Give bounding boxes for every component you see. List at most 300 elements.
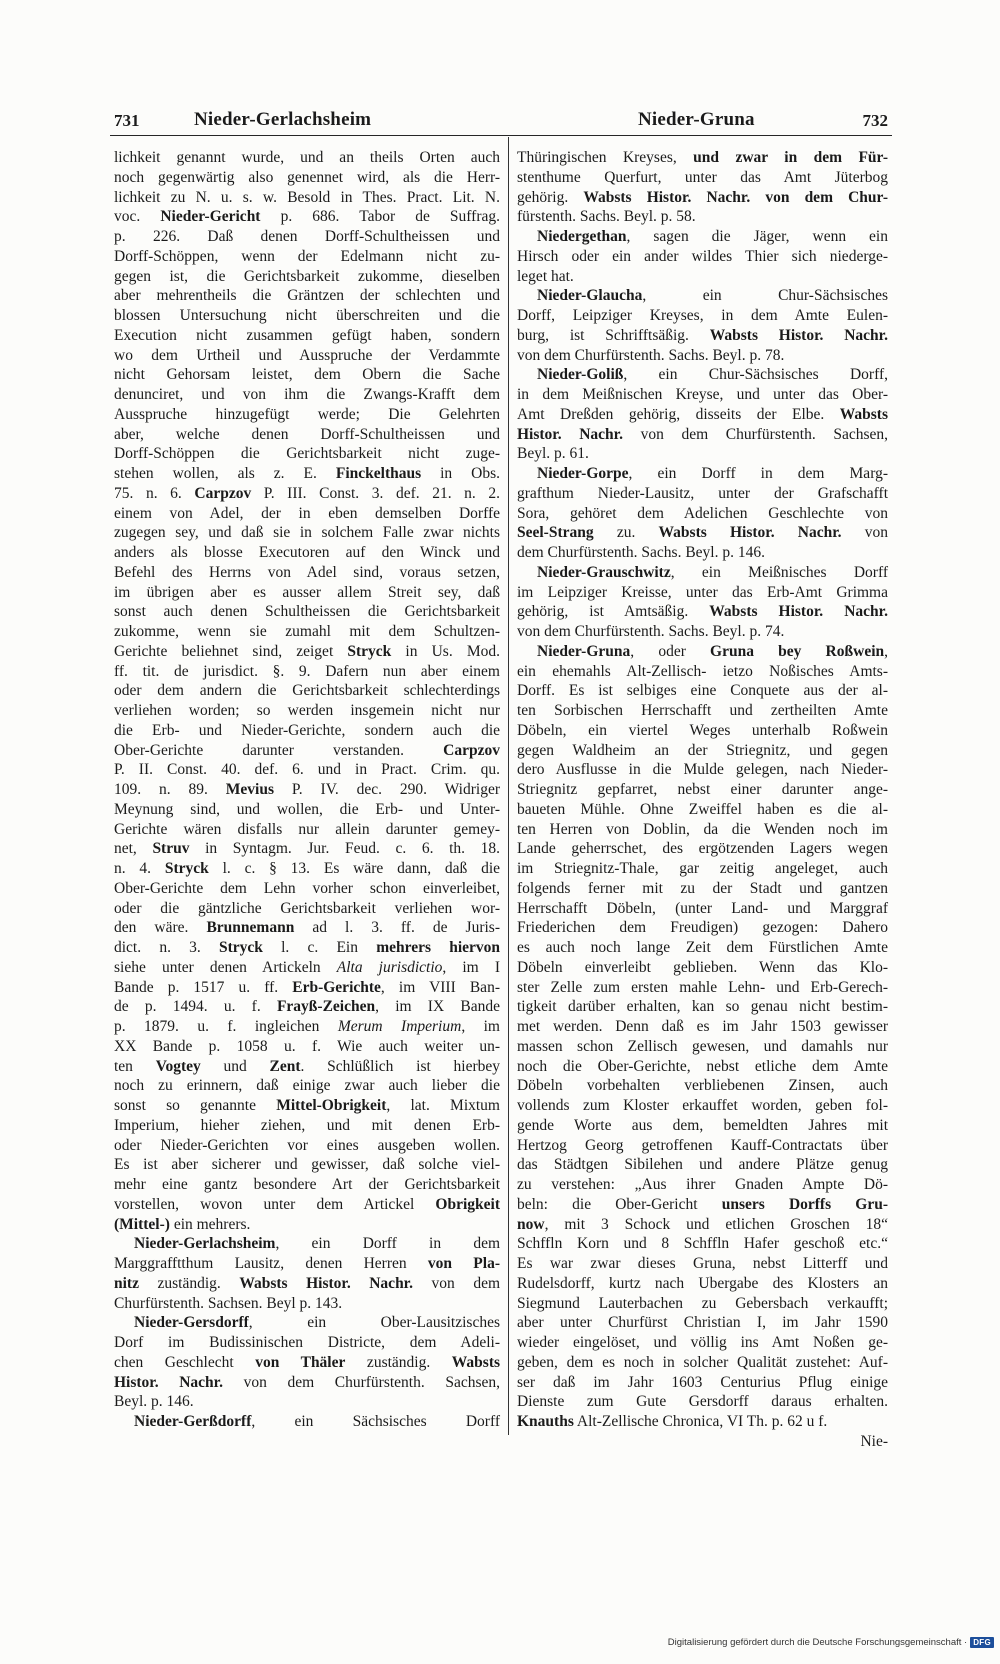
- text-run: ff. tit. de jurisdict. §. 9. Dafern nun aber einem: [114, 662, 500, 680]
- text-run: lichkeit zu N. u. s. w. Besold in Thes. Pract. Lit. N.: [114, 188, 500, 206]
- right-column-lines: [517, 148, 888, 1432]
- text-run: ,: [884, 642, 888, 660]
- emphasized-term: Struv: [152, 840, 190, 858]
- text-line: [517, 504, 888, 524]
- text-line: [517, 523, 888, 543]
- text-run: Amt Dreßden gehörig, disseits der Elbe.: [517, 405, 840, 423]
- text-run: mehr eine gantz besondere Art der Gerichtsbarkeit: [114, 1176, 500, 1193]
- emphasized-term: Wabsts: [451, 1353, 501, 1371]
- text-run: P. III. Const. 3. def. 21. n. 2.: [251, 484, 501, 502]
- text-line: [517, 1373, 888, 1393]
- text-run: verliehen worden; so werden insgemein nicht nur: [114, 702, 500, 719]
- text-run: das Städtgen Sibilehen und andere Plätze genug: [517, 1156, 888, 1174]
- text-line: [114, 1096, 500, 1116]
- text-line: [114, 1057, 500, 1077]
- text-run: Alt-Zellische Chronica, VI Th. p. 62 u f.: [573, 1413, 828, 1430]
- emphasized-term: Vogtey: [155, 1057, 201, 1075]
- text-line: [114, 267, 500, 287]
- emphasized-term: Wabsts Histor. Nachr.: [709, 326, 889, 344]
- text-run: p. 686. Tabor de Suffrag.: [260, 208, 500, 226]
- entry-headword: Nieder-Gorpe: [537, 465, 629, 482]
- right-page-number: 732: [862, 111, 888, 130]
- text-run: ein mehrers.: [169, 1215, 251, 1233]
- entry-first-line: [517, 227, 888, 247]
- text-run: , ein Ober-Lausitzisches: [248, 1314, 500, 1332]
- text-run: Siegmund Lauterbachen zu Gebersbach verkaufft;: [517, 1294, 888, 1312]
- text-run: Herrschafft Döbeln, (unter Land- und Marggraf: [517, 899, 888, 917]
- text-line: [114, 938, 500, 958]
- emphasized-term: Stryck: [218, 939, 263, 956]
- text-run: baueten Mühle. Ohne Zweiffel haben es die al-: [517, 800, 888, 818]
- text-line: [114, 1017, 500, 1037]
- text-line: [517, 583, 888, 603]
- text-run: stenthume Querfurt, unter das Amt Jüterbog: [517, 168, 888, 186]
- text-run: Meynung sind, und wollen, die Erb- und Unter-: [114, 800, 500, 818]
- text-run: von dem Churfürstenth. Sachs. Beyl. p. 74.: [517, 623, 785, 640]
- footer-text: Digitalisierung gefördert durch die Deutsche Forschungsgemeinschaft ·: [667, 1637, 968, 1648]
- text-run: net,: [114, 840, 153, 858]
- text-run: Dorf im Budissinischen Districte, dem Adeli-: [114, 1334, 500, 1351]
- text-run: Hertzog Georg getroffenen Kauff-Contractats über: [517, 1136, 888, 1154]
- text-line: [517, 1037, 888, 1057]
- text-run: Gerichte beliehnet sind, zeiget: [114, 642, 348, 660]
- text-run: wieder eingelöset, und völlig ins Amt Noßen ge-: [517, 1334, 888, 1351]
- text-line: [114, 286, 500, 306]
- text-line: [517, 721, 888, 741]
- text-run: gehörig.: [517, 188, 584, 206]
- text-line: [517, 1412, 888, 1432]
- text-run: ten Sorbischen Herrschafft und zertheilten Amte: [517, 702, 888, 719]
- text-line: [517, 1136, 888, 1156]
- text-line: [517, 899, 888, 919]
- emphasized-term: (Mittel-): [114, 1215, 170, 1233]
- text-run: P. IV. dec. 290. Widriger: [274, 781, 500, 798]
- text-line: [114, 1076, 500, 1096]
- emphasized-term: Mittel-Obrigkeit: [276, 1097, 387, 1114]
- text-line: [114, 464, 500, 484]
- text-run: von dem: [413, 1274, 501, 1292]
- text-line: [517, 958, 888, 978]
- text-line: [114, 879, 500, 899]
- text-run: beln: die Ober-Gericht: [517, 1195, 722, 1213]
- text-run: ster Zelle zum ersten mahle Lehn- und Erb-Gerech-: [517, 978, 888, 996]
- text-line: [114, 484, 500, 504]
- text-run: in dem Meißnischen Kreyse, und unter das Ober-: [517, 386, 888, 403]
- text-run: im Striegnitz-Thale, gar zeitig angeleget, auch: [517, 860, 888, 877]
- text-line: [517, 1254, 888, 1274]
- text-line: [114, 681, 500, 701]
- text-line: [114, 820, 500, 840]
- text-run: zu.: [593, 524, 659, 542]
- text-line: [517, 800, 888, 820]
- right-running-head: Nieder-Gruna: [638, 109, 755, 130]
- latin-term: Merum Imperium: [337, 1018, 462, 1035]
- text-line: [517, 879, 888, 899]
- catchword: Nie-: [860, 1432, 888, 1450]
- text-run: Dorff-Schöppen, wenn der Edelmann nicht zu-: [114, 247, 500, 265]
- left-column-lines: [114, 148, 500, 1432]
- text-line: [517, 1294, 888, 1314]
- entry-headword: Nieder-Gerßdorff: [134, 1413, 252, 1430]
- text-line: [114, 1155, 500, 1175]
- column-divider: [508, 137, 509, 1435]
- text-line: [114, 918, 500, 938]
- text-run: Friederichen dem Freudigen) gezogen: Dahero: [517, 919, 888, 937]
- text-run: aber mehrentheils die Gräntzen der schlechten und: [114, 287, 500, 305]
- text-run: , mit 3 Schock und etlichen Groschen 18“: [544, 1215, 888, 1233]
- text-line: [517, 1234, 888, 1254]
- text-run: noch gegenwärtig also genennet wird, als die Herr-: [114, 168, 500, 186]
- text-run: oder Nieder-Gerichten vor eines ausgeben wollen.: [114, 1136, 500, 1154]
- text-run: im übrigen aber es ausser allem Streit sey, daß: [114, 583, 500, 601]
- text-run: Es ist aber sicherer und gewisser, daß solche viel-: [114, 1156, 500, 1174]
- text-line: [517, 820, 888, 840]
- emphasized-term: nitz: [114, 1274, 139, 1292]
- text-line: [517, 1076, 888, 1096]
- emphasized-term: Carpzov: [443, 741, 500, 759]
- text-run: Marggrafftthum Lausitz, denen Herren: [114, 1255, 428, 1272]
- text-line: [517, 1333, 888, 1353]
- text-run: aber, welche denen Dorff-Schultheissen und: [114, 425, 500, 443]
- text-run: , ein Dorff in dem Marg-: [628, 465, 888, 482]
- text-run: Bande p. 1517 u. ff.: [114, 978, 293, 996]
- text-line: [517, 484, 888, 504]
- text-run: zugegen sey, und daß sie in solchem Falle zwar nichts: [114, 524, 500, 542]
- text-run: , im IX Bande: [375, 998, 500, 1016]
- text-line: [114, 1333, 500, 1353]
- text-line: [114, 444, 500, 464]
- entry-headword: Nieder-Gersdorff: [134, 1314, 249, 1332]
- emphasized-term: mehrers hiervon: [376, 939, 500, 956]
- left-column: [114, 148, 500, 1432]
- text-run: Ausspruche hinzugefügt werde; Die Gelehrten: [114, 405, 500, 423]
- text-run: , ein Chur-Sächsisches: [642, 287, 888, 305]
- text-run: dem Churfürstenth. Sachs. Beyl. p. 146.: [517, 544, 765, 561]
- text-run: Striegnitz gepfarret, nebst einer darunter ange-: [517, 781, 888, 798]
- emphasized-term: von Pla-: [427, 1255, 500, 1272]
- text-line: [114, 642, 500, 662]
- text-line: [517, 1017, 888, 1037]
- emphasized-term: Obrigkeit: [435, 1195, 500, 1213]
- text-line: [114, 188, 500, 208]
- text-line: [517, 346, 888, 366]
- entry-headword: Nieder-Gerlachsheim: [134, 1235, 276, 1253]
- text-line: [517, 405, 888, 425]
- emphasized-term: Frayß-Zeichen: [276, 998, 376, 1016]
- text-line: [517, 662, 888, 682]
- text-line: [517, 859, 888, 879]
- text-line: [114, 1215, 500, 1235]
- text-run: noch die Ober-Gerichte, nebst etliche dem Amte: [517, 1057, 888, 1075]
- emphasized-term: Wabsts Histor. Nachr.: [658, 524, 842, 542]
- text-line: [517, 425, 888, 445]
- text-run: Schffln Korn und 8 Schffln Hafer geschoß etc.“: [517, 1235, 888, 1253]
- text-line: [114, 346, 500, 366]
- text-line: [517, 839, 888, 859]
- text-line: [114, 859, 500, 879]
- text-line: [114, 721, 500, 741]
- text-line: [517, 188, 888, 208]
- text-run: in Obs.: [421, 465, 500, 482]
- entry-first-line: [114, 1412, 500, 1432]
- text-line: [114, 1373, 500, 1393]
- text-line: [114, 602, 500, 622]
- text-line: [517, 780, 888, 800]
- entry-headword: Nieder-Gruna: [537, 642, 631, 660]
- text-run: voc.: [114, 208, 161, 226]
- text-run: , ein Sächsisches Dorff: [251, 1413, 500, 1430]
- emphasized-term: Histor. Nachr.: [114, 1373, 224, 1391]
- text-line: [517, 148, 888, 168]
- text-run: zu verstehen: „Aus ihrer Gnaden Ampte Dö-: [517, 1176, 888, 1193]
- text-line: [114, 326, 500, 346]
- text-line: [114, 563, 500, 583]
- text-line: [114, 425, 500, 445]
- text-line: [114, 543, 500, 563]
- text-run: im Leipziger Kreisse, unter das Erb-Amt Grimma: [517, 583, 888, 601]
- text-line: [114, 1274, 500, 1294]
- text-run: noch zu erinnern, daß einige zwar auch lieber die: [114, 1077, 500, 1095]
- text-run: Beyl. p. 61.: [517, 445, 589, 463]
- dfg-logo-icon: DFG: [970, 1637, 994, 1648]
- text-line: [517, 385, 888, 405]
- text-line: [517, 1392, 888, 1412]
- text-line: [517, 267, 888, 287]
- text-run: dict. n. 3.: [114, 939, 219, 956]
- text-run: von dem Churfürstenth. Sachsen,: [223, 1373, 500, 1391]
- left-running-head: Nieder-Gerlachsheim: [194, 109, 372, 130]
- entry-first-line: [517, 365, 888, 385]
- text-run: sonst so genannte: [114, 1097, 277, 1114]
- text-run: zuständig.: [138, 1274, 240, 1292]
- text-run: p. 1879. u. f. ingleichen: [114, 1018, 338, 1035]
- text-run: von: [841, 524, 888, 542]
- text-run: Döbeln einverleibt geblieben. Wenn das Klo-: [517, 958, 888, 976]
- text-run: Beyl. p. 146.: [114, 1393, 194, 1411]
- text-run: massen schon Zellisch gewesen, und damahls nur: [517, 1037, 888, 1055]
- text-run: Churfürstenth. Sachsen. Beyl p. 143.: [114, 1294, 343, 1312]
- text-run: einem von Adel, der in eben demselben Dorffe: [114, 504, 500, 522]
- text-line: [517, 543, 888, 563]
- text-line: [517, 444, 888, 464]
- entry-headword: Nieder-Glaucha: [537, 287, 643, 305]
- text-run: Döbeln, ein viertel Weges unterhalb Roßwein: [517, 721, 888, 739]
- text-run: ten Herren von Doblin, da die Wenden noch im: [517, 820, 888, 838]
- text-line: [517, 602, 888, 622]
- emphasized-term: Erb-Gerichte: [292, 978, 381, 996]
- text-run: tigkeit darüber erhalten, kan so genau nicht bestim-: [517, 998, 888, 1016]
- text-run: , ein Meißnisches Dorff: [670, 563, 888, 581]
- text-run: Imperium, hieher ziehen, und mit denen Erb-: [114, 1116, 500, 1134]
- text-run: ad l. 3. ff. de Juris-: [294, 919, 500, 937]
- text-run: p. 226. Daß denen Dorff-Schultheissen und: [114, 228, 500, 245]
- entry-first-line: [114, 1313, 500, 1333]
- text-run: denunciret, und von ihm die Zwangs-Krafft dem: [114, 386, 500, 403]
- text-run: Gerichte wären disfalls nur allein darunter gemey-: [114, 820, 500, 838]
- text-run: gegen ist, die Gerichtsbarkeit zukomme, dieselben: [114, 267, 500, 285]
- digitization-footer: [668, 1637, 994, 1648]
- text-run: siehe unter denen Artickeln: [114, 958, 337, 976]
- emphasized-term: now: [517, 1215, 545, 1233]
- text-run: in Us. Mod.: [391, 642, 500, 660]
- text-run: blossen Untersuchung nicht überschreiten und die: [114, 307, 500, 324]
- latin-term: Alta jurisdictio: [336, 958, 443, 976]
- text-run: in Syntagm. Jur. Feud. c. 6. th. 18.: [189, 840, 500, 858]
- text-run: anders als blosse Executoren auf den Winck und: [114, 544, 500, 561]
- text-line: [114, 1136, 500, 1156]
- text-run: Dorff, Leipziger Kreyses, in dem Amte Eulen-: [517, 307, 888, 324]
- emphasized-term: Seel-Strang: [517, 524, 594, 542]
- text-run: wo dem Urtheil und Ausspruche der Verdammte: [114, 346, 500, 364]
- text-line: [114, 523, 500, 543]
- text-run: dero Ausflusse in die Mulde gelegen, nach Nieder-: [517, 761, 888, 779]
- text-run: Dorff. Es ist selbiges eine Conquete aus der al-: [517, 682, 888, 700]
- text-run: Rudelsdorff, kurtz nach Ubergabe des Klosters an: [517, 1274, 888, 1292]
- text-run: XX Bande p. 1058 u. f. Wie auch weiter un-: [114, 1037, 500, 1055]
- text-run: chen Geschlecht: [114, 1353, 256, 1371]
- text-run: ten: [114, 1057, 156, 1075]
- text-line: [517, 1215, 888, 1235]
- text-line: [517, 306, 888, 326]
- text-run: Ober-Gerichte dem Lehn vorher schon einverleibet,: [114, 879, 500, 897]
- text-run: Dienste zum Gute Gersdorff daraus erhalten.: [517, 1393, 888, 1411]
- text-line: [517, 918, 888, 938]
- text-line: [517, 207, 888, 227]
- text-line: [114, 1254, 500, 1274]
- emphasized-term: Finckelthaus: [335, 465, 422, 482]
- entry-headword: Nieder-Goliß: [537, 366, 624, 384]
- text-run: l. c. Ein: [262, 939, 377, 956]
- text-run: aber unter Churfürst Christian I, im Jahr 1590: [517, 1314, 888, 1332]
- emphasized-term: Wabsts Histor. Nachr.: [239, 1274, 414, 1292]
- text-run: grafthum Nieder-Lausitz, unter der Grafschafft: [517, 484, 888, 502]
- text-line: [517, 701, 888, 721]
- text-line: [517, 1353, 888, 1373]
- text-line: [114, 306, 500, 326]
- text-line: [114, 365, 500, 385]
- text-line: [114, 662, 500, 682]
- text-run: sonst auch denen Schultheissen die Gerichtsbarkeit: [114, 603, 500, 621]
- text-line: [517, 1274, 888, 1294]
- text-line: [114, 1037, 500, 1057]
- entry-first-line: [517, 286, 888, 306]
- text-run: Ober-Gerichte darunter verstanden.: [114, 741, 444, 759]
- text-run: von dem Churfürstenth. Sachs. Beyl. p. 78.: [517, 346, 785, 364]
- text-run: folgends ferner mit zu der Stadt und gantzen: [517, 879, 888, 897]
- text-run: 75. n. 6.: [114, 484, 195, 502]
- text-run: l. c. § 13. Es wäre dann, daß die: [208, 860, 501, 877]
- text-line: [517, 741, 888, 761]
- text-run: , im I: [442, 958, 500, 976]
- text-line: [114, 800, 500, 820]
- text-line: [517, 1195, 888, 1215]
- text-line: [517, 247, 888, 267]
- emphasized-term: Mevius: [225, 781, 274, 798]
- header-rule: [110, 135, 892, 136]
- text-run: von dem Churfürstenth. Sachsen,: [623, 425, 888, 443]
- text-line: [517, 1155, 888, 1175]
- text-run: oder dem andern die Gerichtsbarkeit schlechterdings: [114, 682, 500, 700]
- emphasized-term: Stryck: [347, 642, 392, 660]
- text-run: es auch noch lange Zeit dem Fürstlichen Amte: [517, 939, 888, 956]
- text-line: [517, 622, 888, 642]
- text-line: [114, 504, 500, 524]
- entry-headword: Nieder-Grauschwitz: [537, 563, 671, 581]
- text-line: [114, 997, 500, 1017]
- text-run: zuständig.: [345, 1353, 452, 1371]
- right-column: [517, 148, 888, 1452]
- text-run: Es war zwar dieses Gruna, nebst Litterff und: [517, 1255, 888, 1272]
- left-page-number: 731: [114, 111, 140, 130]
- text-line: [114, 701, 500, 721]
- emphasized-term: und zwar in dem Für-: [693, 149, 888, 166]
- text-run: Sora, gehöret dem Adelichen Geschlechte von: [517, 504, 888, 522]
- text-line: [114, 583, 500, 603]
- text-run: gegen Waldheim an der Striegnitz, und gegen: [517, 741, 888, 759]
- emphasized-term: Gruna bey Roßwein: [710, 642, 885, 660]
- entry-first-line: [517, 642, 888, 662]
- text-line: [517, 978, 888, 998]
- text-line: [114, 1353, 500, 1373]
- text-run: und: [200, 1057, 270, 1075]
- text-line: [114, 839, 500, 859]
- entry-first-line: [114, 1234, 500, 1254]
- text-run: 109. n. 89.: [114, 781, 226, 798]
- text-run: P. II. Const. 40. def. 6. und in Pract. Crim. qu.: [114, 761, 500, 779]
- text-run: Dorff-Schöppen die Gerichtsbarkeit nicht zuge-: [114, 445, 500, 463]
- text-run: ser daß im Jahr 1603 Centurius Pflug einige: [517, 1373, 888, 1391]
- emphasized-term: Nieder-Gericht: [160, 208, 261, 226]
- entry-first-line: [517, 563, 888, 583]
- emphasized-term: Zent: [269, 1057, 301, 1075]
- text-run: vorstellen, wovon unter dem Artickel: [114, 1195, 436, 1213]
- text-run: leget hat.: [517, 267, 574, 285]
- text-run: Execution nicht zusammen gefügt haben, sondern: [114, 326, 500, 344]
- text-line: [517, 1116, 888, 1136]
- text-line: [114, 958, 500, 978]
- text-line: [114, 760, 500, 780]
- text-line: [517, 1096, 888, 1116]
- entry-headword: Niedergethan: [537, 228, 627, 245]
- text-run: de p. 1494. u. f.: [114, 998, 277, 1016]
- text-line: [114, 780, 500, 800]
- text-line: [517, 760, 888, 780]
- text-run: ein ehemahls Alt-Zellisch- ietzo Noßisches Amts-: [517, 662, 888, 680]
- emphasized-term: von Thäler: [255, 1353, 346, 1371]
- text-run: , ein Chur-Sächsisches Dorff,: [623, 366, 888, 384]
- text-run: Thüringischen Kreyses,: [517, 149, 694, 166]
- text-run: . Schlüßlich ist hierbey: [300, 1057, 501, 1075]
- text-run: Befehl des Herrns von Adel sind, voraus setzen,: [114, 563, 500, 581]
- text-line: [114, 1195, 500, 1215]
- text-run: oder die gäntzliche Gerichtsbarkeit verliehen wor-: [114, 899, 500, 917]
- text-run: gehörig, ist Amtsäßig.: [517, 603, 710, 621]
- text-line: [114, 741, 500, 761]
- text-run: den wäre.: [114, 919, 207, 937]
- text-run: die Erb- und Nieder-Gerichte, sondern auch die: [114, 721, 500, 739]
- text-line: [114, 1116, 500, 1136]
- entry-first-line: [517, 464, 888, 484]
- emphasized-term: Brunnemann: [206, 919, 295, 937]
- emphasized-term: Wabsts Histor. Nachr.: [709, 603, 888, 621]
- emphasized-term: Knauths: [517, 1413, 574, 1430]
- text-run: lichkeit genannt wurde, und an theils Orten auch: [114, 149, 500, 166]
- text-run: Döbeln vorbehalten verbliebenen Zinsen, auch: [517, 1077, 888, 1095]
- emphasized-term: Stryck: [164, 860, 209, 877]
- text-run: n. 4.: [114, 860, 165, 877]
- text-line: [114, 1175, 500, 1195]
- text-line: [114, 385, 500, 405]
